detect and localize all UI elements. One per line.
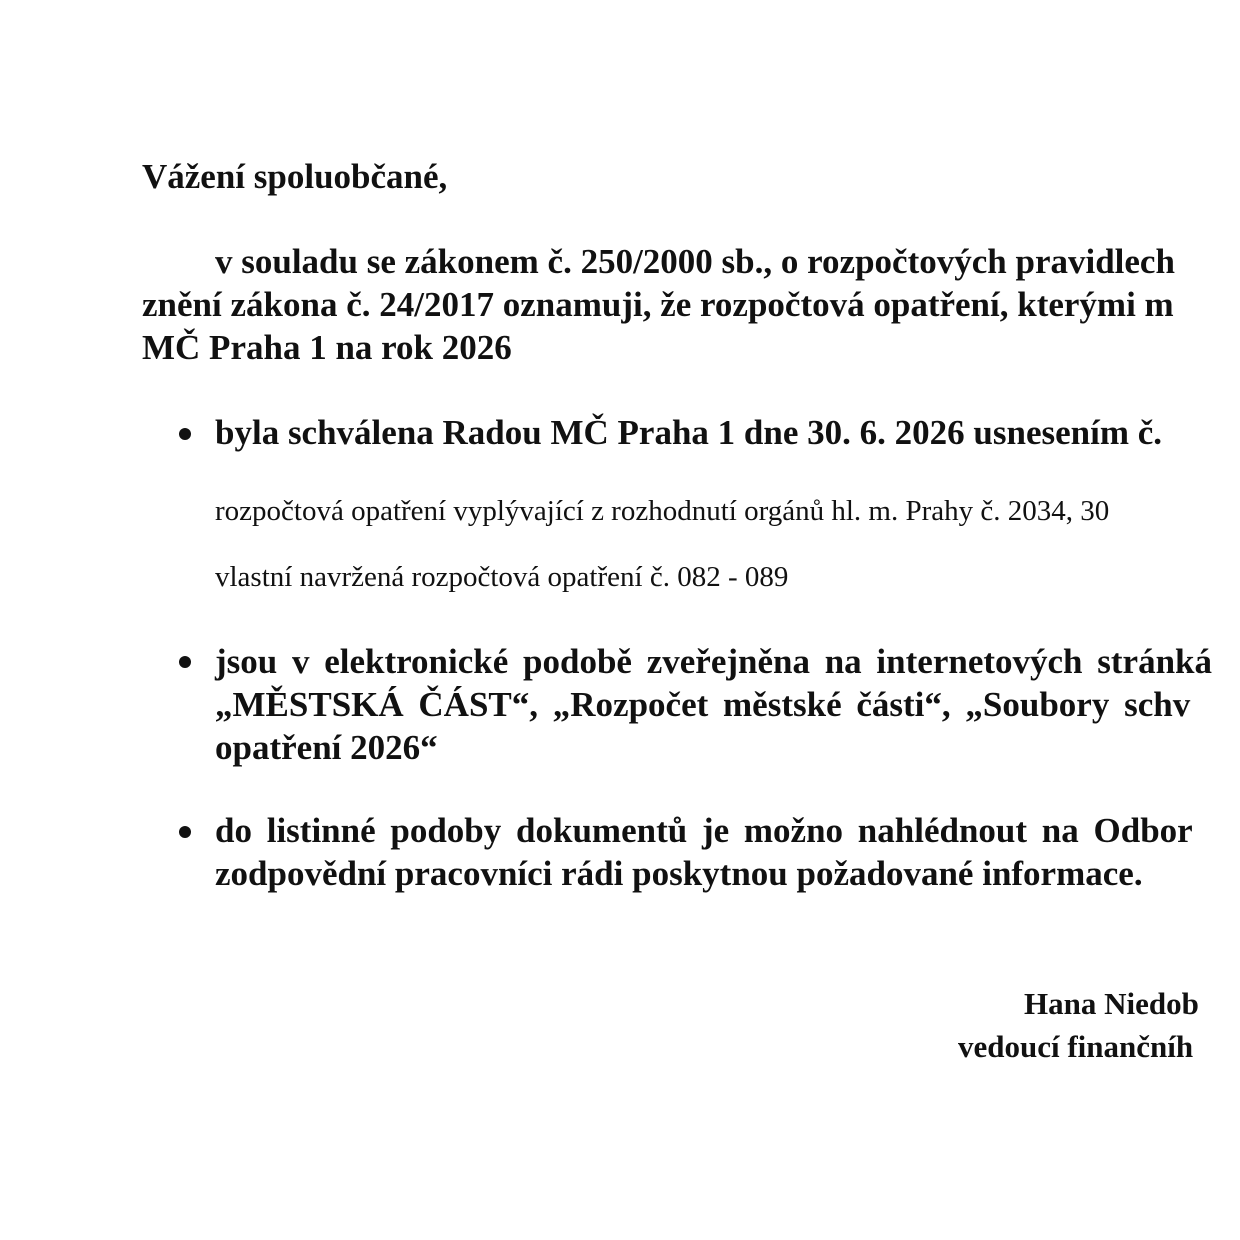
intro-line-1: v souladu se zákonem č. 250/2000 sb., o rozpočtových pravidlech (215, 242, 1175, 281)
signature-title: vedoucí finančníh (958, 1029, 1194, 1064)
bullet-1-text: byla schválena Radou MČ Praha 1 dne 30. 6. 2026 usnesením č. (215, 413, 1163, 452)
bullet-2-line-3: opatření 2026“ (215, 728, 438, 767)
bullet-dot-2 (179, 656, 191, 668)
bullet-1-sub-2: vlastní navržená rozpočtová opatření č. 082 - 089 (215, 561, 789, 593)
bullet-2-line-2: „MĚSTSKÁ ČÁST“, „Rozpočet městské části“, „Soubory schv (215, 685, 1191, 724)
bullet-dot-1 (179, 428, 191, 440)
bullet-dot-3 (179, 826, 191, 838)
greeting: Vážení spoluobčané, (142, 157, 448, 196)
bullet-3-line-1: do listinné podoby dokumentů je možno nahlédnout na Odbor (215, 811, 1193, 850)
intro-line-3: MČ Praha 1 na rok 2026 (142, 328, 512, 367)
bullet-3-line-2: zodpovědní pracovníci rádi poskytnou požadované informace. (215, 854, 1143, 893)
bullet-2-line-1: jsou v elektronické podobě zveřejněna na internetových stránká (215, 642, 1212, 681)
bullet-1-sub-1: rozpočtová opatření vyplývající z rozhodnutí orgánů hl. m. Prahy č. 2034, 30 (215, 495, 1110, 527)
signature-name: Hana Niedob (1024, 986, 1199, 1021)
intro-line-2: znění zákona č. 24/2017 oznamuji, že rozpočtová opatření, kterými m (142, 285, 1174, 324)
